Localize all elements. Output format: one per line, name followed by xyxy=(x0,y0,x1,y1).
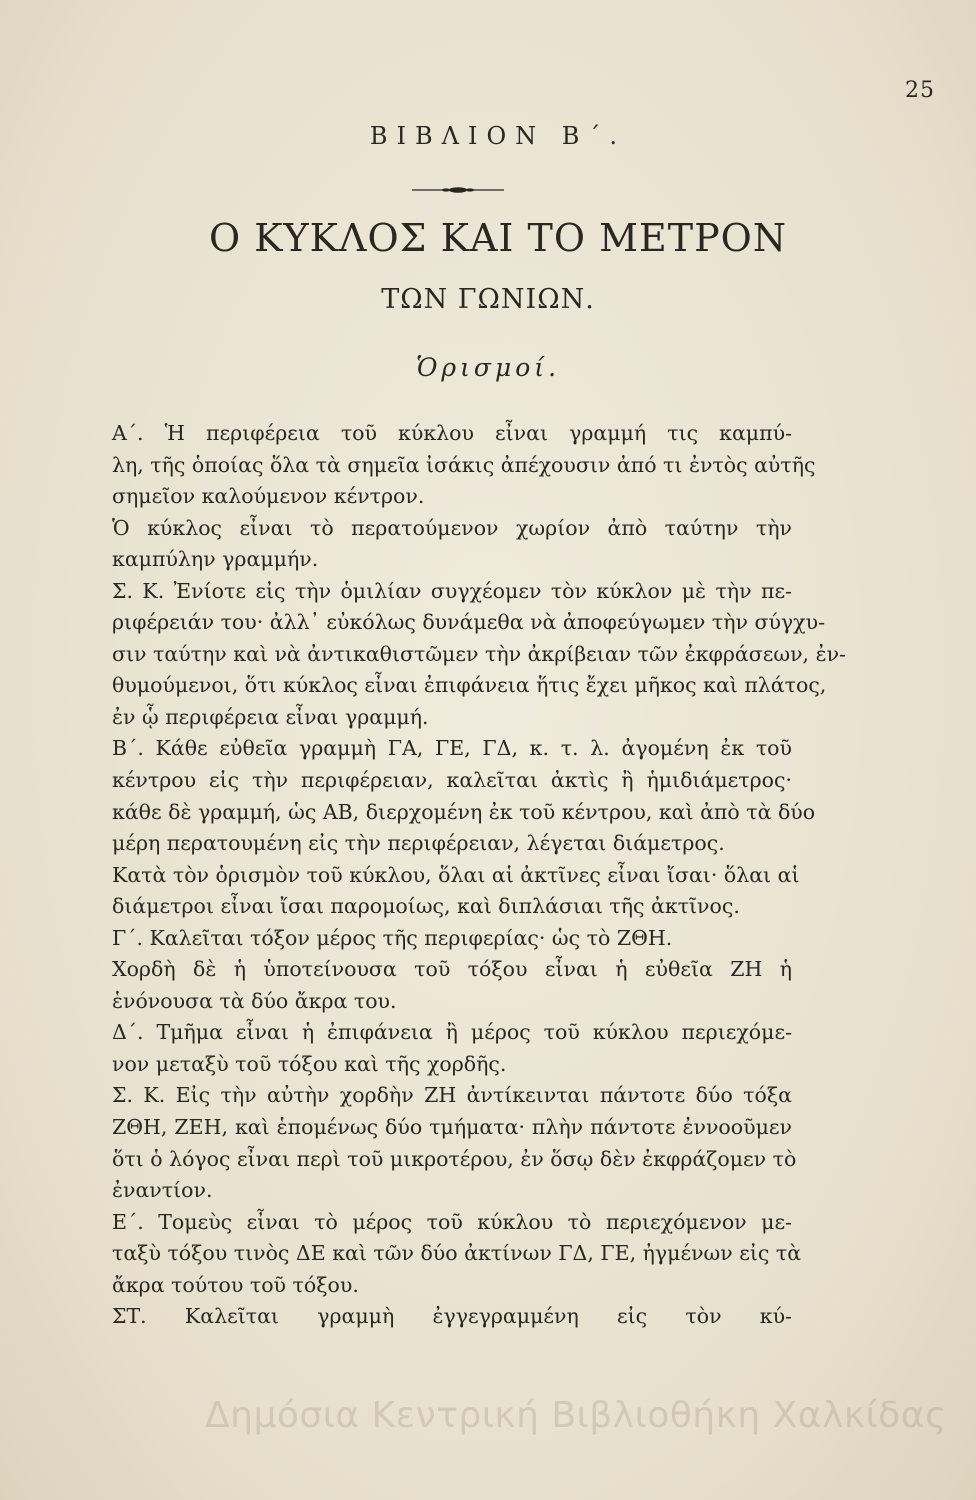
text-line: νον μεταξὺ τοῦ τόξου καὶ τῆς χορδῆς. xyxy=(112,1051,507,1076)
text-line: καμπύλην γραμμήν. xyxy=(112,547,319,572)
text-line: ἄκρα τούτου τοῦ τόξου. xyxy=(112,1272,359,1297)
text-line: Χορδὴ δὲ ἡ ὑποτείνουσα τοῦ τόξου εἶναι ἡ εὐθεῖα ΖΗ ἡ xyxy=(112,957,792,982)
text-line: ὅτι ὁ λόγος εἶναι περὶ τοῦ μικροτέρου, ἐν ὅσῳ δὲν ἐκφράζομεν τὸ xyxy=(112,1146,797,1171)
text-line: κάθε δὲ γραμμή, ὡς ΑΒ, διερχομένη ἐκ τοῦ κέντρου, καὶ ἀπὸ τὰ δύο xyxy=(112,799,816,824)
text-line: Σ. Κ. Ἐνίοτε εἰς τὴν ὁμιλίαν συγχέομεν τὸν κύκλον μὲ τὴν πε- xyxy=(112,578,792,603)
chapter-title: Ο ΚΥΚΛΟΣ ΚΑΙ ΤΟ ΜΕΤΡΟΝ xyxy=(208,216,788,260)
chapter-subtitle: ΤΩΝ ΓΩΝΙΩΝ. xyxy=(381,284,595,315)
text-line: ριφέρειάν του· ἀλλ᾽ εὐκόλως δυνάμεθα νὰ ἀποφεύγωμεν τὴν σύγχυ- xyxy=(112,610,825,635)
text-line: μέρη περατουμένη εἰς τὴν περιφέρειαν, λέγεται διάμετρος. xyxy=(112,831,725,856)
text-line: Γ΄. Καλεῖται τόξον μέρος τῆς περιφερίας· ὡς τὸ ΖΘΗ. xyxy=(112,925,673,950)
text-line: Κατὰ τὸν ὁρισμὸν τοῦ κύκλου, ὅλαι αἱ ἀκτῖνες εἶναι ἴσαι· ὅλαι αἱ xyxy=(112,862,800,887)
text-line: Β΄. Κάθε εὐθεῖα γραμμὴ ΓΑ, ΓΕ, ΓΔ, κ. τ. λ. ἀγομένη ἐκ τοῦ xyxy=(112,736,792,761)
text-line: σημεῖον καλούμενον κέντρον. xyxy=(112,484,425,509)
text-line: σιν ταύτην καὶ νὰ ἀντικαθιστῶμεν τὴν ἀκρίβειαν τῶν ἐκφράσεων, ἐν- xyxy=(112,641,846,666)
text-line: ταξὺ τόξου τινὸς ΔΕ καὶ τῶν δύο ἀκτίνων ΓΔ, ΓΕ, ἠγμένων εἰς τὰ xyxy=(112,1241,802,1266)
body-text xyxy=(112,418,846,1333)
section-heading: Ὁρισμοί. xyxy=(415,353,561,382)
text-line: ΣΤ. Καλεῖται γραμμὴ ἐγγεγραμμένη εἰς τὸν κύ- xyxy=(112,1304,792,1329)
text-line: Σ. Κ. Εἰς τὴν αὐτὴν χορδὴν ΖΗ ἀντίκεινται πάντοτε δύο τόξα xyxy=(112,1083,792,1108)
text-line: λη, τῆς ὁποίας ὅλα τὰ σημεῖα ἰσάκις ἀπέχουσιν ἀπό τι ἐντὸς αὐτῆς xyxy=(112,452,816,477)
text-line: Α΄. Ἡ περιφέρεια τοῦ κύκλου εἶναι γραμμή τις καμπύ- xyxy=(112,421,792,445)
text-line: ἐν ᾧ περιφέρεια εἶναι γραμμή. xyxy=(112,704,429,729)
text-line: ἐναντίον. xyxy=(112,1178,213,1203)
text-line: διάμετροι εἶναι ἴσαι παρομοίως, καὶ διπλάσιαι τῆς ἀκτῖνος. xyxy=(112,894,740,919)
text-line: ΖΘΗ, ΖΕΗ, καὶ ἑπομένως δύο τμήματα· πλὴν πάντοτε ἐννοοῦμεν xyxy=(112,1115,792,1140)
text-line: θυμούμενοι, ὅτι κύκλος εἶναι ἐπιφάνεια ἥτις ἔχει μῆκος καὶ πλάτος, xyxy=(112,673,827,698)
page-number: 25 xyxy=(905,78,935,103)
text-line: κέντρου εἰς τὴν περιφέρειαν, καλεῖται ἀκτὶς ἢ ἡμιδιάμετρος· xyxy=(112,768,792,793)
book-heading: ΒΙΒΛΙΟΝ Β΄. xyxy=(369,122,627,150)
text-line: Ε΄. Τομεὺς εἶναι τὸ μέρος τοῦ κύκλου τὸ περιεχόμενον με- xyxy=(112,1209,792,1234)
text-line: ἑνόνουσα τὰ δύο ἄκρα του. xyxy=(112,988,397,1013)
ornament-divider xyxy=(412,185,504,195)
text-line: Δ΄. Τμῆμα εἶναι ἡ ἐπιφάνεια ἢ μέρος τοῦ κύκλου περιεχόμε- xyxy=(112,1020,792,1045)
text-line: Ὁ κύκλος εἶναι τὸ περατούμενον χωρίον ἀπὸ ταύτην τὴν xyxy=(112,515,792,540)
library-watermark: Δημόσια Κεντρική Βιβλιοθήκη Χαλκίδας xyxy=(205,1395,947,1436)
